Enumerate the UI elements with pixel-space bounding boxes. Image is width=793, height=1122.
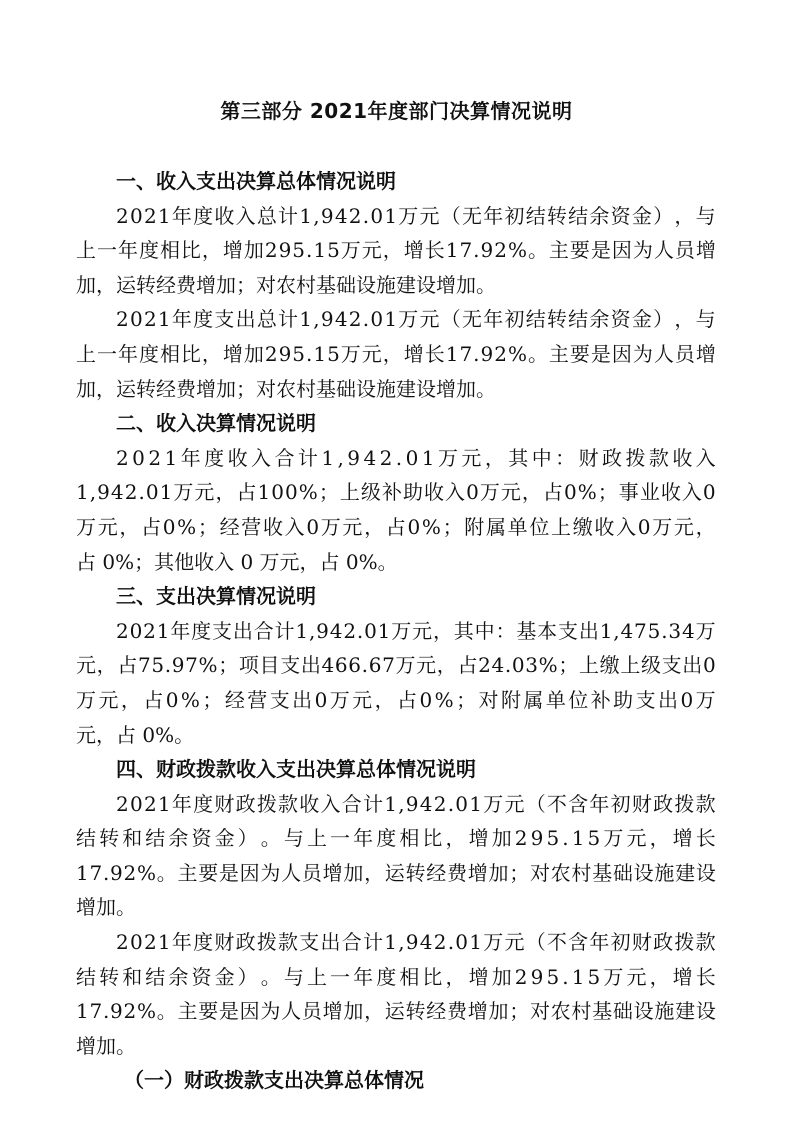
paragraph-3-1 [76, 614, 716, 752]
page-title: 第三部分 2021年度部门决算情况说明 [220, 99, 573, 123]
text-line: 结 转 和 结 余 资 金 ） 。 与 上 一 年 度 相 比 ， 增 加 2 9 5 . 1 5 万 元 ， 增 长 [76, 964, 716, 989]
text-line: 加，运转经费增加；对农村基础设施建设增加。 [76, 376, 496, 401]
text-line: 上 一 年 度 相 比 ， 增 加 2 9 5 . 1 5 万 元 ， 增 长 1 7 . 9 2 % 。 主 要 是 因 为 人 员 增 [76, 238, 716, 263]
section-heading-4: 四、财政拨款收入支出决算总体情况说明 [116, 757, 476, 782]
text-line: 上 一 年 度 相 比 ， 增 加 2 9 5 . 1 5 万 元 ， 增 长 1 7 . 9 2 % 。 主 要 是 因 为 人 员 增 [76, 341, 716, 366]
text-line: 2 0 2 1 年 度 支 出 合 计 1 , 9 4 2 . 0 1 万 元 ， 其 中 ： 基 本 支 出 1 , 4 7 5 . 3 4 万 [116, 618, 716, 643]
subsection-heading-4-1: （一）财政拨款支出决算总体情况 [124, 1068, 424, 1093]
text-line: 万 元 ， 占 0 % ； 经 营 收 入 0 万 元 ， 占 0 % ； 附 属 单 位 上 缴 收 入 0 万 元 ， [76, 514, 716, 539]
text-line: 1 , 9 4 2 . 0 1 万 元 ， 占 1 0 0 % ； 上 级 补 助 收 入 0 万 元 ， 占 0 % ； 事 业 收 入 0 [76, 480, 716, 505]
text-line: 2 0 2 1 年 度 财 政 拨 款 支 出 合 计 1 , 9 4 2 . 0 1 万 元 （ 不 含 年 初 财 政 拨 款 [116, 930, 716, 955]
text-line: 加，运转经费增加；对农村基础设施建设增加。 [76, 272, 496, 297]
text-line: 1 7 . 9 2 % 。 主 要 是 因 为 人 员 增 加 ， 运 转 经 费 增 加 ； 对 农 村 基 础 设 施 建 设 [76, 999, 716, 1024]
paragraph-1-2 [76, 302, 716, 406]
text-line: 占 0%；其他收入 0 万元，占 0%。 [76, 549, 398, 574]
text-line: 结 转 和 结 余 资 金 ） 。 与 上 一 年 度 相 比 ， 增 加 2 9 5 . 1 5 万 元 ， 增 长 [76, 826, 716, 851]
text-line: 增加。 [76, 895, 136, 920]
text-line: 增加。 [76, 1033, 136, 1058]
text-line: 元，占 0%。 [76, 722, 195, 747]
paragraph-1-1 [76, 199, 716, 303]
section-heading-1: 一、收入支出决算总体情况说明 [116, 169, 396, 193]
text-line: 2 0 2 1 年 度 收 入 合 计 1 , 9 4 2 . 0 1 万 元 ， 其 中 ： 财 政 拨 款 收 入 [116, 445, 716, 470]
text-line: 元 ， 占 7 5 . 9 7 % ； 项 目 支 出 4 6 6 . 6 7 万 元 ， 占 2 4 . 0 3 % ； 上 缴 上 级 支 出 0 [76, 653, 716, 678]
text-line: 2 0 2 1 年 度 财 政 拨 款 收 入 合 计 1 , 9 4 2 . 0 1 万 元 （ 不 含 年 初 财 政 拨 款 [116, 791, 716, 816]
document-body [76, 164, 716, 1098]
paragraph-2-1 [76, 441, 716, 579]
text-line: 万 元 ， 占 0 % ； 经 营 支 出 0 万 元 ， 占 0 % ； 对 附 属 单 位 补 助 支 出 0 万 [76, 687, 716, 712]
paragraph-4-1 [76, 787, 716, 925]
section-heading-2: 二、收入决算情况说明 [116, 411, 316, 436]
paragraph-4-2 [76, 925, 716, 1063]
section-heading-3: 三、支出决算情况说明 [116, 584, 316, 609]
text-line: 2 0 2 1 年 度 收 入 总 计 1 , 9 4 2 . 0 1 万 元 （ 无 年 初 结 转 结 余 资 金 ） ， 与 [116, 203, 716, 228]
text-line: 2 0 2 1 年 度 支 出 总 计 1 , 9 4 2 . 0 1 万 元 （ 无 年 初 结 转 结 余 资 金 ） ， 与 [116, 307, 716, 332]
text-line: 1 7 . 9 2 % 。 主 要 是 因 为 人 员 增 加 ， 运 转 经 费 增 加 ； 对 农 村 基 础 设 施 建 设 [76, 860, 716, 885]
